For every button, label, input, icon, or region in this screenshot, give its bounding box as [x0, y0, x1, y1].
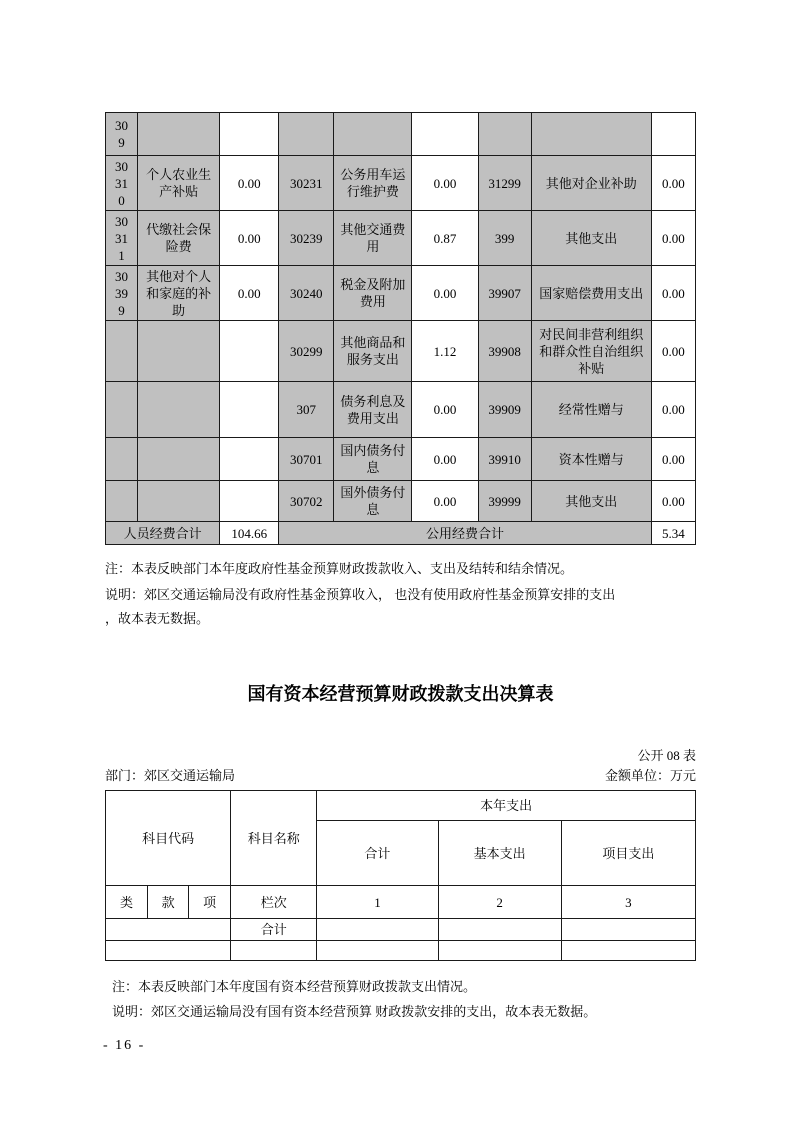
total-row — [106, 919, 696, 941]
capital-budget-table — [105, 790, 696, 961]
code-cell: 30701 — [279, 438, 334, 481]
code-cell: 30239 — [279, 211, 334, 266]
name-cell: 其他对企业补助 — [531, 156, 651, 211]
public-total-value: 5.34 — [651, 522, 695, 545]
name-cell: 其他商品和服务支出 — [334, 321, 412, 382]
code-cell — [106, 481, 138, 522]
name-cell: 个人农业生产补贴 — [138, 156, 220, 211]
code-cell: 30311 — [106, 211, 138, 266]
value-cell: 0.00 — [220, 266, 279, 321]
code-cell: 30231 — [279, 156, 334, 211]
value-cell: 0.00 — [651, 266, 695, 321]
table-code-label: 公开 08 表 — [637, 748, 696, 763]
table1-note-line: 说明：郊区交通运输局没有政府性基金预算收入， 也没有使用政府性基金预算安排的支出 — [105, 587, 616, 602]
table-total-row — [106, 522, 696, 545]
empty-cell — [561, 941, 695, 961]
name-cell: 国内债务付息 — [334, 438, 412, 481]
empty-data-row — [106, 941, 696, 961]
table-row — [106, 156, 696, 211]
item-header: 项 — [189, 886, 231, 919]
table-row — [106, 321, 696, 382]
code-cell: 30702 — [279, 481, 334, 522]
column-index-row — [106, 886, 696, 919]
empty-cell — [317, 941, 438, 961]
table2-note-line: 注：本表反映部门本年度国有资本经营预算财政拨款支出情况。 — [112, 979, 477, 994]
project-expense-header: 项目支出 — [561, 821, 695, 886]
code-cell: 30310 — [106, 156, 138, 211]
code-cell — [478, 113, 531, 156]
empty-cell — [106, 941, 231, 961]
subject-code-header: 科目代码 — [106, 791, 231, 886]
table-row — [106, 382, 696, 438]
value-cell: 0.87 — [412, 211, 478, 266]
value-cell: 0.00 — [220, 156, 279, 211]
table-row — [106, 211, 696, 266]
value-cell: 0.00 — [651, 156, 695, 211]
personnel-total-value: 104.66 — [220, 522, 279, 545]
value-cell — [220, 321, 279, 382]
year-expense-header: 本年支出 — [317, 791, 696, 821]
name-cell: 债务利息及费用支出 — [334, 382, 412, 438]
basic-expense-header: 基本支出 — [438, 821, 561, 886]
name-cell: 对民间非营利组织和群众性自治组织补贴 — [531, 321, 651, 382]
name-cell: 资本性赠与 — [531, 438, 651, 481]
value-cell: 0.00 — [412, 266, 478, 321]
empty-cell — [317, 919, 438, 941]
empty-cell — [231, 941, 317, 961]
value-cell — [220, 382, 279, 438]
value-cell — [220, 481, 279, 522]
code-cell: 30240 — [279, 266, 334, 321]
total-row-label: 合计 — [231, 919, 317, 941]
table-row — [106, 481, 696, 522]
name-cell — [138, 438, 220, 481]
value-cell: 0.00 — [412, 438, 478, 481]
value-cell — [412, 113, 478, 156]
code-cell: 39908 — [478, 321, 531, 382]
value-cell: 0.00 — [651, 481, 695, 522]
total-header: 合计 — [317, 821, 438, 886]
section-header: 款 — [148, 886, 189, 919]
code-cell: 31299 — [478, 156, 531, 211]
column-number: 3 — [561, 886, 695, 919]
name-cell: 其他对个人和家庭的补助 — [138, 266, 220, 321]
name-cell: 国外债务付息 — [334, 481, 412, 522]
code-cell — [279, 113, 334, 156]
name-cell — [138, 382, 220, 438]
value-cell: 0.00 — [651, 382, 695, 438]
unit-label: 金额单位：万元 — [604, 768, 696, 783]
value-cell: 0.00 — [651, 211, 695, 266]
empty-cell — [106, 919, 231, 941]
code-cell: 39907 — [478, 266, 531, 321]
table-row — [106, 113, 696, 156]
name-cell: 税金及附加费用 — [334, 266, 412, 321]
name-cell: 代缴社会保险费 — [138, 211, 220, 266]
column-label: 栏次 — [231, 886, 317, 919]
empty-cell — [561, 919, 695, 941]
public-total-label: 公用经费合计 — [279, 522, 652, 545]
value-cell — [220, 113, 279, 156]
value-cell: 0.00 — [412, 481, 478, 522]
report-title: 国有资本经营预算财政拨款支出决算表 — [247, 684, 554, 704]
name-cell: 国家赔偿费用支出 — [531, 266, 651, 321]
name-cell: 其他支出 — [531, 481, 651, 522]
value-cell: 1.12 — [412, 321, 478, 382]
code-cell: 30299 — [279, 321, 334, 382]
table1-note-line: 注：本表反映部门本年度政府性基金预算财政拨款收入、支出及结转和结余情况。 — [105, 561, 574, 576]
code-cell: 39999 — [478, 481, 531, 522]
name-cell — [334, 113, 412, 156]
name-cell: 经常性赠与 — [531, 382, 651, 438]
table1-note-line: ，故本表无数据。 — [105, 611, 210, 626]
code-cell — [106, 438, 138, 481]
value-cell — [651, 113, 695, 156]
name-cell: 公务用车运行维护费 — [334, 156, 412, 211]
code-cell: 39910 — [478, 438, 531, 481]
code-cell: 39909 — [478, 382, 531, 438]
empty-cell — [438, 919, 561, 941]
table-row — [106, 438, 696, 481]
value-cell: 0.00 — [651, 438, 695, 481]
code-cell: 399 — [478, 211, 531, 266]
value-cell: 0.00 — [412, 382, 478, 438]
subject-name-header: 科目名称 — [231, 791, 317, 886]
table-header-row — [106, 791, 696, 821]
value-cell: 0.00 — [220, 211, 279, 266]
department-label: 部门：郊区交通运输局 — [105, 768, 236, 783]
code-cell — [106, 321, 138, 382]
name-cell — [138, 113, 220, 156]
code-cell — [106, 382, 138, 438]
empty-cell — [438, 941, 561, 961]
page-number: - 16 - — [103, 1038, 146, 1053]
value-cell: 0.00 — [412, 156, 478, 211]
value-cell: 0.00 — [651, 321, 695, 382]
personnel-total-label: 人员经费合计 — [106, 522, 220, 545]
table2-note-line: 说明：郊区交通运输局没有国有资本经营预算 财政拨款安排的支出，故本表无数据。 — [112, 1004, 597, 1019]
table-row — [106, 266, 696, 321]
column-number: 2 — [438, 886, 561, 919]
column-number: 1 — [317, 886, 438, 919]
name-cell — [531, 113, 651, 156]
name-cell — [138, 481, 220, 522]
name-cell — [138, 321, 220, 382]
fund-budget-table — [105, 112, 696, 545]
name-cell: 其他交通费用 — [334, 211, 412, 266]
value-cell — [220, 438, 279, 481]
class-header: 类 — [106, 886, 148, 919]
code-cell: 307 — [279, 382, 334, 438]
name-cell: 其他支出 — [531, 211, 651, 266]
code-cell: 30399 — [106, 266, 138, 321]
code-cell: 309 — [106, 113, 138, 156]
